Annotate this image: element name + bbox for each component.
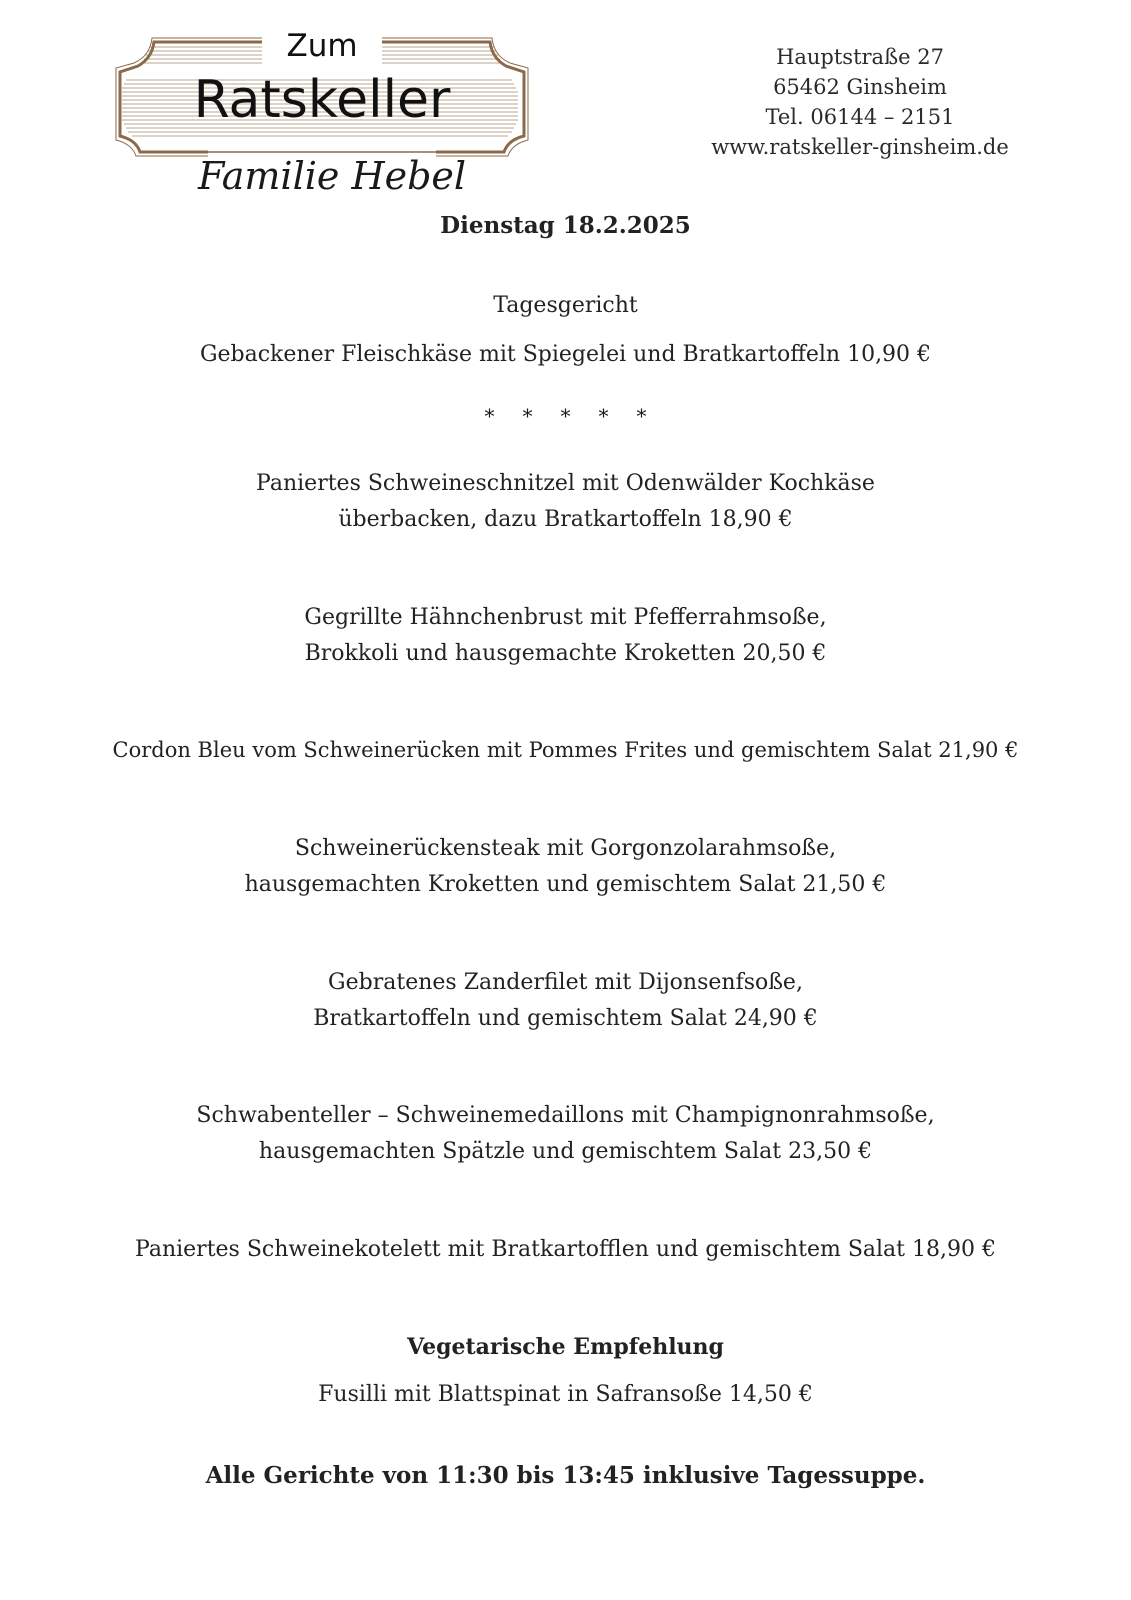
footer-note: Alle Gerichte von 11:30 bis 13:45 inklusive Tagessuppe. bbox=[205, 1462, 926, 1489]
dish-6-line-1: Schwabenteller – Schweinemedaillons mit Champignonrahmsoße, bbox=[196, 1103, 935, 1128]
separator-star: * bbox=[484, 404, 495, 428]
dish-5-line-2: Bratkartoffeln und gemischtem Salat 24,90 € bbox=[313, 1006, 818, 1031]
separator-star: * bbox=[560, 404, 571, 428]
dish-5-line-1: Gebratenes Zanderfilet mit Dijonsenfsoße, bbox=[328, 970, 803, 995]
vegetarian-dish: Fusilli mit Blattspinat in Safransoße 14,50 € bbox=[318, 1382, 813, 1407]
dish-7-line-1: Paniertes Schweinekotelett mit Bratkartofflen und gemischtem Salat 18,90 € bbox=[135, 1237, 996, 1262]
dish-2-line-2: Brokkoli und hausgemachte Kroketten 20,50 € bbox=[304, 641, 827, 666]
dish-3-line-1: Cordon Bleu vom Schweinerücken mit Pommes Frites und gemischtem Salat 21,90 € bbox=[112, 738, 1019, 762]
dish-1-line-2: überbacken, dazu Bratkartoffeln 18,90 € bbox=[338, 507, 793, 532]
address-website: www.ratskeller-ginsheim.de bbox=[711, 135, 1009, 159]
dish-4-line-2: hausgemachten Kroketten und gemischtem Salat 21,50 € bbox=[244, 872, 887, 897]
restaurant-logo bbox=[112, 28, 532, 206]
separator-star: * bbox=[598, 404, 609, 428]
address-block bbox=[660, 42, 1060, 162]
logo-family-text: Familie Hebel bbox=[197, 154, 467, 198]
daily-label: Tagesgericht bbox=[493, 293, 638, 318]
address-phone: Tel. 06144 – 2151 bbox=[765, 105, 955, 129]
dish-2-line-1: Gegrillte Hähnchenbrust mit Pfefferrahmsoße, bbox=[304, 605, 827, 630]
separator-star: * bbox=[522, 404, 533, 428]
separator-star: * bbox=[636, 404, 647, 428]
daily-dish: Gebackener Fleischkäse mit Spiegelei und Bratkartoffeln 10,90 € bbox=[199, 342, 932, 367]
logo-name-text: Ratskeller bbox=[193, 70, 451, 130]
dish-1-line-1: Paniertes Schweineschnitzel mit Odenwälder Kochkäse bbox=[256, 471, 875, 496]
dish-6-line-2: hausgemachten Spätzle und gemischtem Salat 23,50 € bbox=[258, 1139, 873, 1164]
logo-zum-text: Zum bbox=[286, 28, 358, 64]
vegetarian-label: Vegetarische Empfehlung bbox=[407, 1334, 724, 1360]
dish-4-line-1: Schweinerückensteak mit Gorgonzolarahmsoße, bbox=[294, 836, 837, 861]
menu-date: Dienstag 18.2.2025 bbox=[440, 212, 691, 239]
address-street: Hauptstraße 27 bbox=[776, 45, 944, 69]
address-city: 65462 Ginsheim bbox=[773, 75, 947, 99]
separator-stars bbox=[0, 404, 1131, 428]
